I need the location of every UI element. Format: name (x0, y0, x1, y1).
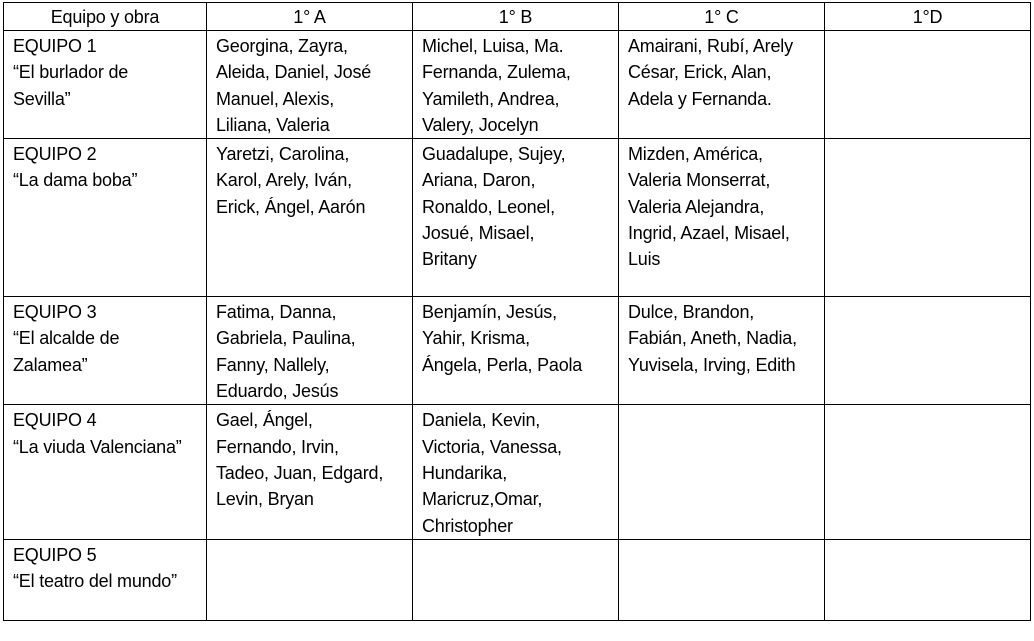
cell-line: Aleida, Daniel, José (216, 62, 372, 83)
members-cell-1d (825, 31, 1031, 139)
members-cell-1b (413, 539, 619, 620)
cell-line: Ingrid, Azael, Misael, (628, 223, 790, 244)
cell-line: Dulce, Brandon, (628, 302, 755, 323)
members-cell-1c (619, 139, 825, 297)
cell-line: “El teatro del mundo” (13, 571, 177, 592)
table-row-team-4 (4, 405, 1031, 539)
cell-line: Gabriela, Paulina, (216, 328, 356, 349)
team-cell (4, 539, 207, 620)
header-group-1c: 1° C (619, 3, 825, 31)
members-cell-1b (413, 139, 619, 297)
cell-line: Benjamín, Jesús, (422, 302, 557, 323)
cell-line: César, Erick, Alan, (628, 62, 772, 83)
cell-line: Valeria Monserrat, (628, 170, 771, 191)
cell-line: Daniela, Kevin, (422, 410, 541, 431)
cell-line: EQUIPO 5 (13, 544, 97, 565)
cell-line: Fernanda, Zulema, (422, 62, 571, 83)
header-group-1d: 1°D (825, 3, 1031, 31)
members-cell-1b (413, 297, 619, 405)
cell-line: Ariana, Daron, (422, 170, 536, 191)
cell-line: EQUIPO 2 (13, 144, 97, 165)
cell-line: EQUIPO 3 (13, 302, 97, 323)
table-row-team-2 (4, 139, 1031, 297)
team-cell (4, 405, 207, 539)
cell-line: “El alcalde de (13, 328, 120, 349)
cell-line: Gael, Ángel, (216, 410, 313, 431)
team-cell (4, 31, 207, 139)
members-cell-1d (825, 405, 1031, 539)
cell-line: Fernando, Irvin, (216, 436, 339, 457)
members-cell-1c (619, 297, 825, 405)
cell-line: Josué, Misael, (422, 223, 535, 244)
header-team-work: Equipo y obra (4, 3, 207, 31)
cell-line: Zalamea” (13, 354, 88, 375)
cell-line: Amairani, Rubí, Arely (628, 36, 793, 56)
header-group-1b: 1° B (413, 3, 619, 31)
table-row-team-3 (4, 297, 1031, 405)
cell-line: Christopher (422, 515, 513, 536)
members-cell-1a (207, 31, 413, 139)
cell-line: Liliana, Valeria (216, 114, 330, 135)
cell-line: Ángela, Perla, Paola (422, 354, 583, 375)
members-cell-1d (825, 297, 1031, 405)
cell-line: “El burlador de (13, 62, 129, 83)
cell-line: Mizden, América, (628, 144, 763, 165)
cell-line: Erick, Ángel, Aarón (216, 196, 366, 217)
cell-line: Victoria, Vanessa, (422, 436, 562, 457)
cell-line: Yahir, Krisma, (422, 328, 530, 349)
members-cell-1a (207, 139, 413, 297)
members-cell-1d (825, 139, 1031, 297)
members-cell-1b (413, 405, 619, 539)
teams-table (3, 2, 1031, 621)
cell-line: Eduardo, Jesús (216, 381, 339, 402)
cell-line: “La viuda Valenciana” (13, 436, 182, 457)
cell-line: Yaretzi, Carolina, (216, 144, 350, 165)
cell-line: Valery, Jocelyn (422, 114, 539, 135)
cell-line: EQUIPO 1 (13, 36, 97, 56)
header-row (4, 3, 1031, 31)
cell-line: Sevilla” (13, 88, 71, 109)
cell-line: Luis (628, 249, 661, 270)
team-cell (4, 297, 207, 405)
cell-line: Georgina, Zayra, (216, 36, 348, 56)
cell-line: EQUIPO 4 (13, 410, 97, 431)
cell-line: Maricruz,Omar, (422, 489, 543, 510)
cell-line: Valeria Alejandra, (628, 196, 765, 217)
table-row-team-1 (4, 31, 1031, 139)
cell-line: Fatima, Danna, (216, 302, 337, 323)
cell-line: Guadalupe, Sujey, (422, 144, 566, 165)
members-cell-1d (825, 539, 1031, 620)
members-cell-1c (619, 31, 825, 139)
cell-line: Yuvisela, Irving, Edith (628, 354, 796, 375)
members-cell-1c (619, 539, 825, 620)
cell-line: Britany (422, 249, 477, 270)
members-cell-1a (207, 297, 413, 405)
cell-line: Hundarika, (422, 462, 508, 483)
members-cell-1a (207, 405, 413, 539)
members-cell-1a (207, 539, 413, 620)
cell-line: Ronaldo, Leonel, (422, 196, 555, 217)
team-cell (4, 139, 207, 297)
cell-line: Yamileth, Andrea, (422, 88, 560, 109)
cell-line: Levin, Bryan (216, 489, 314, 510)
header-group-1a: 1° A (207, 3, 413, 31)
cell-line: Tadeo, Juan, Edgard, (216, 462, 384, 483)
cell-line: Michel, Luisa, Ma. (422, 36, 564, 56)
members-cell-1c (619, 405, 825, 539)
table-row-team-5 (4, 539, 1031, 620)
members-cell-1b (413, 31, 619, 139)
cell-line: Karol, Arely, Iván, (216, 170, 352, 191)
cell-line: Adela y Fernanda. (628, 88, 772, 109)
cell-line: Fanny, Nallely, (216, 354, 330, 375)
cell-line: Manuel, Alexis, (216, 88, 335, 109)
cell-line: Fabián, Aneth, Nadia, (628, 328, 797, 349)
cell-line: “La dama boba” (13, 170, 138, 191)
